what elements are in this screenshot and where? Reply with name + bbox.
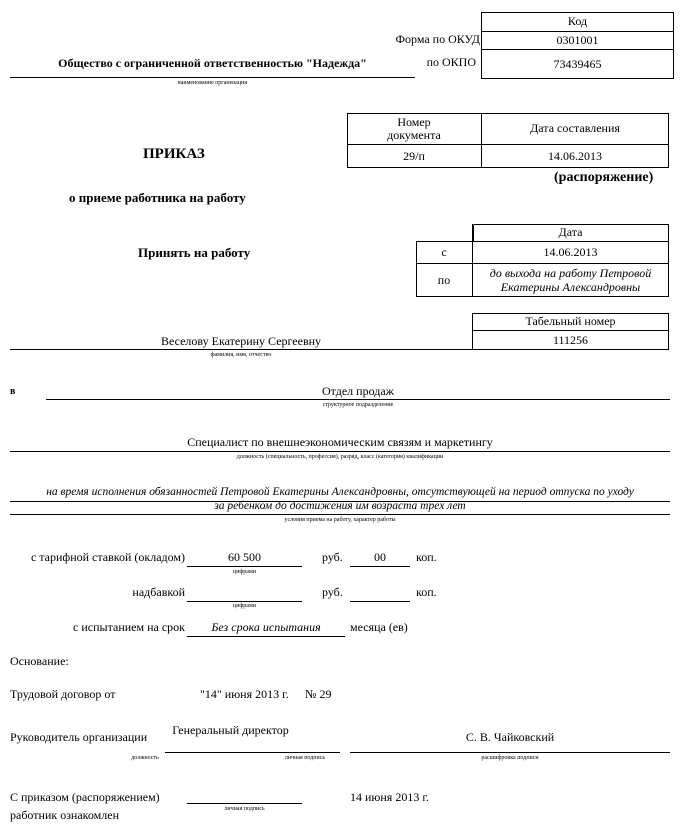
doc-date-value: 14.06.2013 <box>548 148 602 163</box>
doc-date-header: Дата составления <box>530 121 620 135</box>
probation-label: с испытанием на срок <box>73 620 185 634</box>
bonus-label: надбавкой <box>132 585 185 599</box>
salary-rub-label: руб. <box>322 550 343 564</box>
salary-kop-value: 00 <box>374 550 386 564</box>
department-caption: структурное подразделение <box>322 402 394 408</box>
doc-number-value: 29/п <box>403 148 425 163</box>
title-subject: о приеме работника на работу <box>69 190 246 205</box>
hire-to-value: до выхода на работу Петровой Екатерины Александровны <box>489 266 652 294</box>
department-name: Отдел продаж <box>322 384 394 398</box>
ack-label-line1: С приказом (распоряжением) <box>10 790 160 804</box>
head-caption-position: должность <box>131 755 159 761</box>
hire-to-label: по <box>437 272 451 287</box>
head-caption-decode: расшифровка подписи <box>481 755 539 761</box>
ack-label-line2: работник ознакомлен <box>10 808 120 822</box>
head-name: С. В. Чайковский <box>465 730 555 744</box>
basis-contract-label: Трудовой договор от <box>10 687 116 701</box>
doc-number-header: Номер документа <box>387 114 441 142</box>
title-alt: (распоряжение) <box>554 170 654 185</box>
hire-from-value: 14.06.2013 <box>543 244 598 259</box>
basis-contract-number: № 29 <box>305 687 332 701</box>
okpo-value: 73439465 <box>553 56 602 71</box>
hire-from-label: с <box>441 244 447 259</box>
organization-caption: наименование организации <box>177 80 248 86</box>
head-label: Руководитель организации <box>10 730 148 744</box>
tab-number-header: Табельный номер <box>525 314 616 328</box>
basis-contract-date: "14" июня 2013 г. <box>200 687 289 701</box>
conditions-line1: на время исполнения обязанностей Петровой Екатерины Александровны, отсутствующей на период отпуска по уходу <box>46 486 634 498</box>
bonus-rub-label: руб. <box>322 585 343 599</box>
bonus-digits-caption: цифрами <box>233 603 256 609</box>
employee-name-caption: фамилия, имя, отчество <box>210 352 272 358</box>
head-position: Генеральный директор <box>172 723 289 737</box>
okpo-label: по ОКПО <box>426 55 476 69</box>
employee-name: Веселову Екатерину Сергеевну <box>160 334 322 348</box>
ack-date: 14 июня 2013 г. <box>350 790 429 804</box>
basis-label: Основание: <box>10 654 69 668</box>
position-caption: должность (специальность, профессия), разряд, класс (категория) квалификации <box>236 454 444 460</box>
salary-label: с тарифной ставкой (окладом) <box>30 550 185 564</box>
salary-rub-value: 60 500 <box>228 550 261 564</box>
department-prefix: в <box>10 386 16 397</box>
conditions-caption: условия приема на работу, характер работы <box>284 517 396 523</box>
salary-kop-label: коп. <box>416 550 437 564</box>
tab-number-value: 111256 <box>552 332 589 347</box>
probation-unit: месяца (ев) <box>350 620 408 634</box>
bonus-kop-label: коп. <box>416 585 437 599</box>
head-caption-signature: личная подпись <box>284 755 326 761</box>
position-name: Специалист по внешнеэкономическим связям и маркетингу <box>187 435 493 449</box>
conditions-line2: за ребенком до достижения им возраста трех лет <box>214 500 466 512</box>
hire-label: Принять на работу <box>138 245 251 260</box>
organization-name: Общество с ограниченной ответственностью "Надежда" <box>58 56 367 70</box>
title-main: ПРИКАЗ <box>143 146 205 162</box>
hire-date-header: Дата <box>558 225 583 239</box>
okud-value: 0301001 <box>556 32 599 47</box>
codes-header: Код <box>567 14 588 28</box>
okud-label: Форма по ОКУД <box>395 32 480 46</box>
ack-caption-signature: личная подпись <box>224 806 265 812</box>
probation-value: Без срока испытания <box>211 620 321 634</box>
salary-digits-caption: цифрами <box>233 569 256 575</box>
